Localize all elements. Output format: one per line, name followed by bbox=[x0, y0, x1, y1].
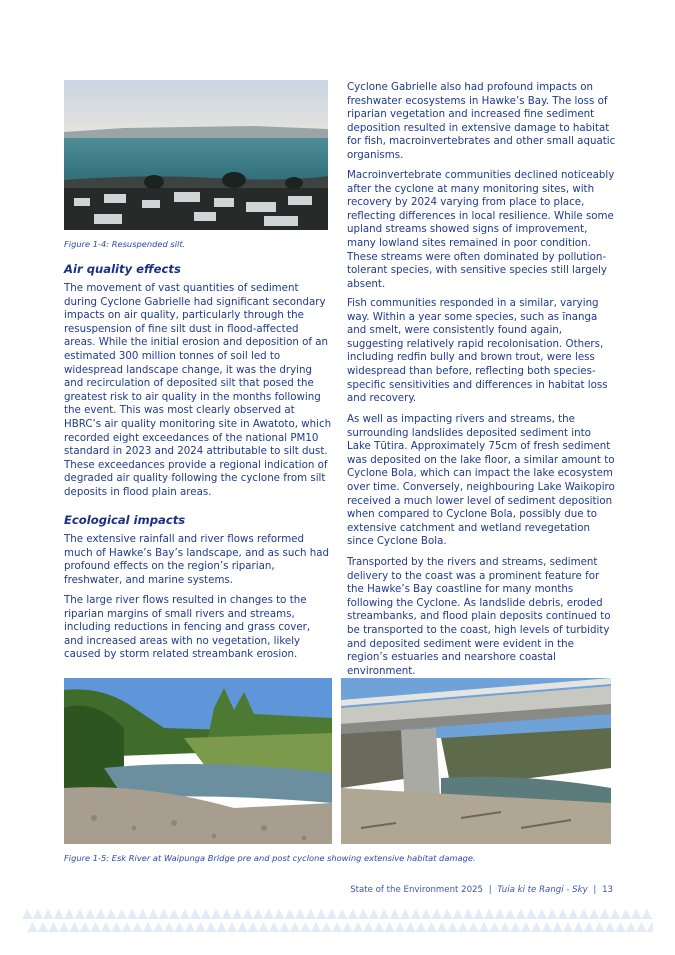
pattern-triangle bbox=[153, 922, 164, 932]
pattern-triangle bbox=[332, 922, 343, 932]
pattern-triangle bbox=[269, 922, 280, 932]
footer-separator-2: | bbox=[593, 885, 597, 895]
pattern-triangle bbox=[337, 909, 348, 919]
ecological-paragraph-2: The large river flows resulted in changes to the riparian margins of small rivers and streams, including reductions in fencing and grass cover, and increased areas with no vegetation, likely caused by storm related streambank erosion. bbox=[64, 594, 311, 661]
pattern-triangle bbox=[316, 909, 327, 919]
pattern-triangle bbox=[353, 922, 364, 932]
pattern-triangle bbox=[447, 922, 458, 932]
pattern-triangle bbox=[80, 922, 91, 932]
pattern-triangle bbox=[295, 909, 306, 919]
pattern-triangle bbox=[379, 909, 390, 919]
pattern-triangle bbox=[510, 922, 521, 932]
air-quality-paragraph: The movement of vast quantities of sediment during Cyclone Gabrielle had significant secondary impacts on air quality, particularly through the resuspension of fine silt dust in flood-affected areas. While the initial erosion and deposition of an estimated 300 million tonnes of soil led to widespread landscape change, it was the drying and recirculation of deposited silt that posed the greatest risk to air quality in the months following the event. This was most clearly observed at HBRC’s air quality monitoring site in Awatoto, which recorded eight exceedances of the national PM10 standard in 2023 and 2024 attributable to silt dust. These exceedances provide a regional indication of degraded air quality following the cyclone from silt deposits in flood plain areas. bbox=[64, 282, 332, 498]
pattern-triangle bbox=[416, 922, 427, 932]
pattern-triangle bbox=[652, 909, 653, 919]
pattern-triangle bbox=[122, 922, 133, 932]
pattern-triangle bbox=[174, 922, 185, 932]
pattern-triangle bbox=[369, 909, 380, 919]
ecological-paragraph-1: The extensive rainfall and river flows reformed much of Hawke’s Bay’s landscape, and as such had profound effects on the region’s riparian, freshwater, and marine systems. bbox=[64, 533, 329, 586]
pattern-triangle bbox=[148, 909, 159, 919]
pattern-triangle bbox=[185, 922, 196, 932]
right-paragraph-4: As well as impacting rivers and streams, the surrounding landslides deposited sediment into Lake Tūtira. Approximately 75cm of fresh sediment was deposited on the lake floor, a similar amount to Cyclone Bola, which can impact the lake ecosystem over time. Conversely, neighbouring Lake Waikopiro received a much lower level of sediment deposition when compared to Cyclone Bola, possibly due to extensive catchment and wetland revegetation since Cyclone Bola. bbox=[347, 413, 615, 548]
pattern-triangle bbox=[594, 922, 605, 932]
pattern-triangle bbox=[290, 922, 301, 932]
pattern-triangle bbox=[563, 922, 574, 932]
pattern-triangle bbox=[138, 909, 149, 919]
pattern-triangle bbox=[547, 909, 558, 919]
pattern-triangle bbox=[405, 922, 416, 932]
pattern-triangle bbox=[33, 909, 44, 919]
pattern-triangle bbox=[132, 922, 143, 932]
pattern-triangle bbox=[27, 922, 38, 932]
pattern-triangle bbox=[605, 922, 616, 932]
pattern-triangle bbox=[411, 909, 422, 919]
pattern-triangle bbox=[568, 909, 579, 919]
pattern-triangle bbox=[642, 909, 653, 919]
pattern-triangle bbox=[311, 922, 322, 932]
pattern-triangle bbox=[589, 909, 600, 919]
pattern-triangle bbox=[500, 922, 511, 932]
pattern-triangle bbox=[489, 922, 500, 932]
pattern-triangle bbox=[143, 922, 154, 932]
pattern-triangle bbox=[64, 909, 75, 919]
pattern-triangle bbox=[458, 922, 469, 932]
pattern-triangle bbox=[363, 922, 374, 932]
pattern-triangle bbox=[75, 909, 86, 919]
pattern-triangle bbox=[306, 909, 317, 919]
pattern-triangle bbox=[327, 909, 338, 919]
pattern-triangle bbox=[54, 909, 65, 919]
pattern-triangle bbox=[22, 909, 33, 919]
photo-esk-river-pre-cyclone bbox=[64, 678, 332, 844]
pattern-triangle bbox=[169, 909, 180, 919]
pattern-triangle bbox=[463, 909, 474, 919]
pattern-triangle bbox=[232, 909, 243, 919]
figure-1-5-caption: Figure 1-5: Esk River at Waipunga Bridge pre and post cyclone showing extensive habitat damage. bbox=[64, 853, 476, 863]
pattern-triangle bbox=[237, 922, 248, 932]
right-paragraph-2: Macroinvertebrate communities declined noticeably after the cyclone at many monitoring sites, with recovery by 2024 varying from place to place, reflecting differences in local resilience. While some upland streams showed signs of improvement, many lowland sites remained in poor condition. These streams were often dominated by pollution-tolerant species, with sensitive species still largely absent. bbox=[347, 169, 615, 290]
pattern-triangle bbox=[442, 909, 453, 919]
pattern-triangle bbox=[258, 922, 269, 932]
photo-resuspended-silt bbox=[64, 80, 328, 230]
pattern-triangle bbox=[180, 909, 191, 919]
right-paragraph-1: Cyclone Gabrielle also had profound impacts on freshwater ecosystems in Hawke’s Bay. The loss of riparian vegetation and increased fine sediment deposition resulted in extensive damage to habitat for fish, macroinvertebrates and other small aquatic organisms. bbox=[347, 81, 616, 161]
pattern-triangle bbox=[227, 922, 238, 932]
pattern-triangle bbox=[117, 909, 128, 919]
pattern-triangle bbox=[38, 922, 49, 932]
page-footer bbox=[350, 885, 613, 895]
pattern-triangle bbox=[432, 909, 443, 919]
pattern-triangle bbox=[374, 922, 385, 932]
pattern-triangle bbox=[101, 922, 112, 932]
photo-waipunga-bridge-post-cyclone bbox=[341, 678, 611, 844]
pattern-triangle bbox=[253, 909, 264, 919]
pattern-triangle bbox=[537, 909, 548, 919]
pattern-triangle bbox=[274, 909, 285, 919]
pattern-triangle bbox=[542, 922, 553, 932]
pattern-triangle bbox=[201, 909, 212, 919]
pattern-triangle bbox=[395, 922, 406, 932]
pattern-triangle bbox=[90, 922, 101, 932]
pattern-triangle bbox=[631, 909, 642, 919]
pattern-triangle bbox=[111, 922, 122, 932]
pattern-triangle bbox=[211, 909, 222, 919]
pattern-triangle bbox=[516, 909, 527, 919]
pattern-triangle bbox=[552, 922, 563, 932]
pattern-triangle bbox=[164, 922, 175, 932]
pattern-triangle bbox=[243, 909, 254, 919]
ecological-heading: Ecological impacts bbox=[64, 513, 186, 527]
figure-1-4-caption: Figure 1-4: Resuspended silt. bbox=[64, 239, 186, 249]
pattern-triangle bbox=[59, 922, 70, 932]
pattern-triangle bbox=[621, 909, 632, 919]
pattern-triangle bbox=[484, 909, 495, 919]
pattern-triangle bbox=[426, 922, 437, 932]
pattern-triangle bbox=[600, 909, 611, 919]
pattern-triangle bbox=[384, 922, 395, 932]
pattern-triangle bbox=[216, 922, 227, 932]
pattern-triangle bbox=[206, 922, 217, 932]
pattern-triangle bbox=[348, 909, 359, 919]
pattern-triangle bbox=[69, 922, 80, 932]
pattern-triangle bbox=[48, 922, 59, 932]
decorative-triangle-pattern bbox=[22, 907, 653, 935]
pattern-triangle bbox=[96, 909, 107, 919]
pattern-triangle bbox=[195, 922, 206, 932]
pattern-triangle bbox=[531, 922, 542, 932]
pattern-triangle bbox=[190, 909, 201, 919]
pattern-triangle bbox=[468, 922, 479, 932]
right-paragraph-3: Fish communities responded in a similar, varying way. Within a year some species, such as īnanga and smelt, were consistently found again, suggesting relatively rapid recolonisation. Others, including redfin bully and brown trout, were less widespread than before, reflecting both species-specific sensitivities and differences in habitat loss and recovery. bbox=[347, 297, 608, 405]
pattern-triangle bbox=[390, 909, 401, 919]
pattern-triangle bbox=[453, 909, 464, 919]
pattern-triangle bbox=[479, 922, 490, 932]
pattern-triangle bbox=[321, 922, 332, 932]
pattern-triangle bbox=[521, 922, 532, 932]
pattern-triangle bbox=[610, 909, 621, 919]
pattern-triangle bbox=[300, 922, 311, 932]
pattern-triangle bbox=[584, 922, 595, 932]
pattern-triangle bbox=[342, 922, 353, 932]
pattern-triangle bbox=[495, 909, 506, 919]
pattern-triangle bbox=[505, 909, 516, 919]
pattern-triangle bbox=[222, 909, 233, 919]
pattern-triangle bbox=[558, 909, 569, 919]
footer-section: Tuia ki te Rangi - Sky bbox=[497, 885, 588, 895]
pattern-triangle bbox=[264, 909, 275, 919]
pattern-triangle bbox=[106, 909, 117, 919]
pattern-triangle bbox=[626, 922, 637, 932]
right-paragraph-5: Transported by the rivers and streams, sediment delivery to the coast was a prominent feature for the Hawke’s Bay coastline for many months following the Cyclone. As landslide debris, eroded streambanks, and flood plain deposits continued to be transported to the coast, high levels of turbidity and deposited sediment were evident in the region’s estuaries and nearshore coastal environment. bbox=[347, 556, 611, 677]
pattern-triangle bbox=[285, 909, 296, 919]
pattern-triangle bbox=[573, 922, 584, 932]
pattern-triangle bbox=[43, 909, 54, 919]
pattern-triangle bbox=[85, 909, 96, 919]
footer-separator: | bbox=[488, 885, 492, 895]
pattern-triangle bbox=[636, 922, 647, 932]
pattern-triangle bbox=[421, 909, 432, 919]
pattern-triangle bbox=[526, 909, 537, 919]
air-quality-heading: Air quality effects bbox=[64, 262, 181, 276]
pattern-triangle bbox=[400, 909, 411, 919]
pattern-triangle bbox=[358, 909, 369, 919]
pattern-triangle bbox=[474, 909, 485, 919]
pattern-triangle bbox=[437, 922, 448, 932]
pattern-triangle bbox=[127, 909, 138, 919]
pattern-triangle bbox=[279, 922, 290, 932]
pattern-triangle bbox=[647, 922, 653, 932]
pattern-triangle bbox=[159, 909, 170, 919]
pattern-triangle bbox=[248, 922, 259, 932]
pattern-triangle bbox=[615, 922, 626, 932]
page-number: 13 bbox=[602, 885, 613, 895]
pattern-triangle bbox=[579, 909, 590, 919]
footer-report-title: State of the Environment 2025 bbox=[350, 885, 483, 895]
